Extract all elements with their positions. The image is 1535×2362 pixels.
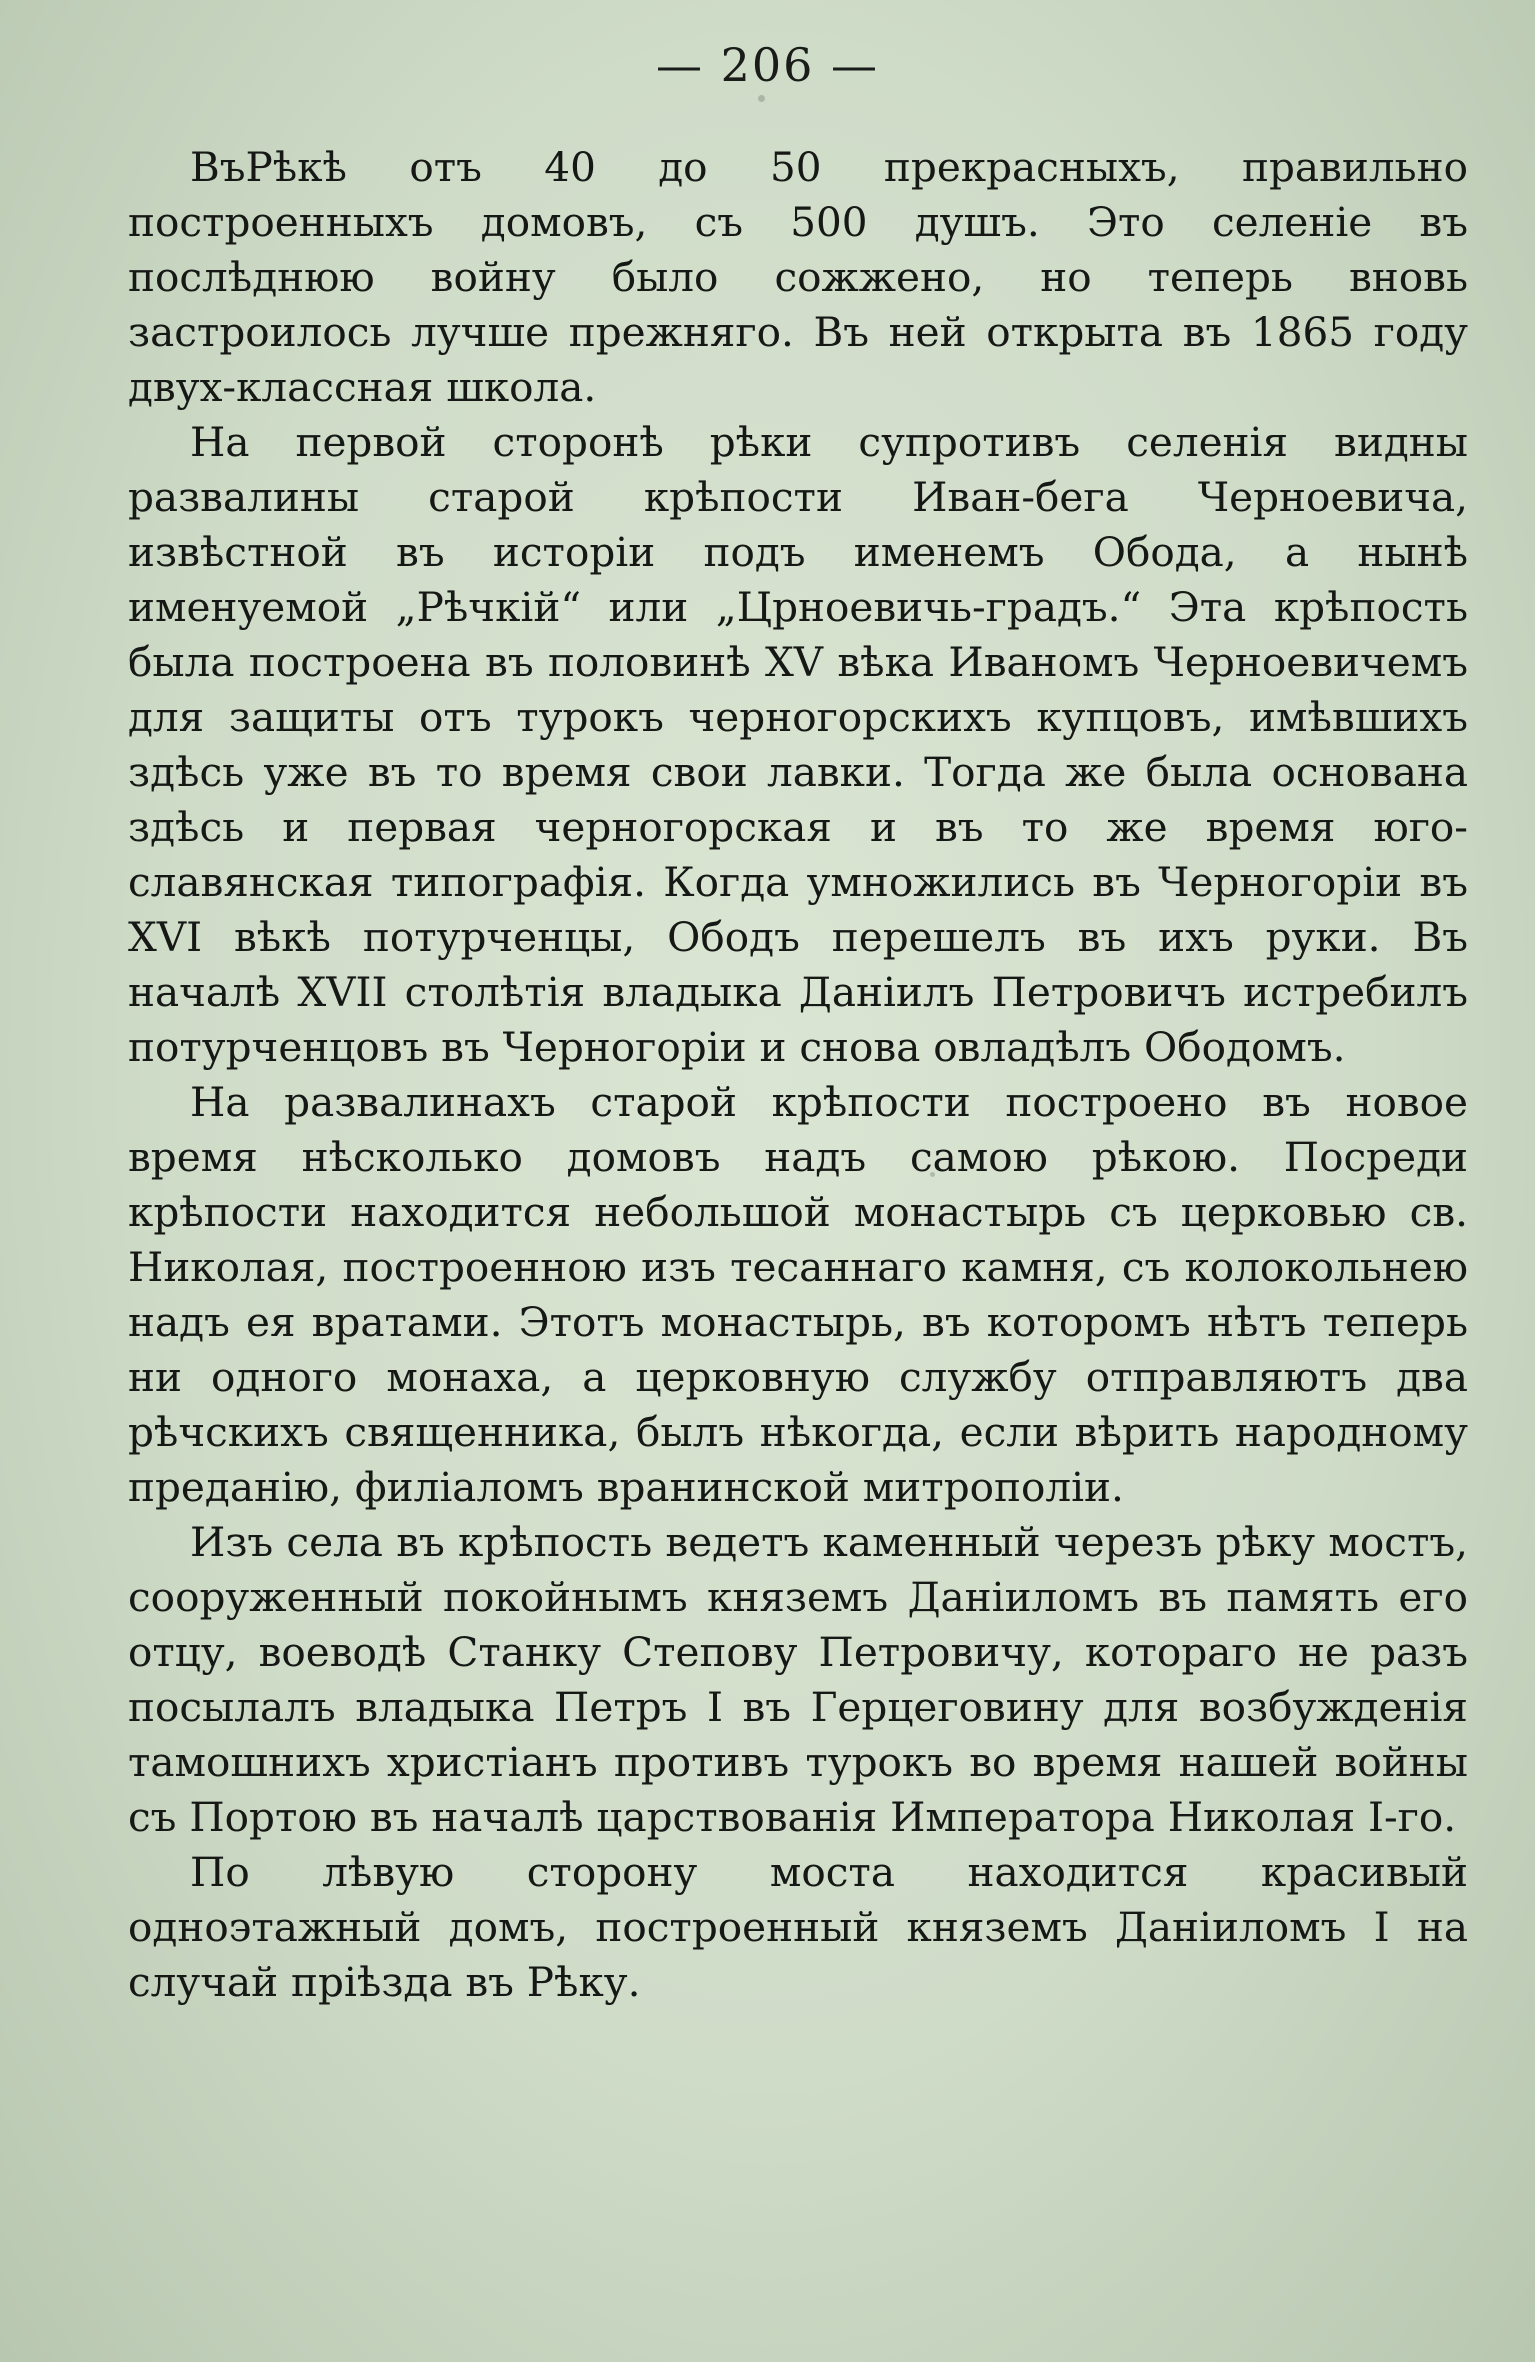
ink-spot [758, 95, 765, 102]
paragraph-2: На первой сторонѣ рѣки супротивъ селенія видны развалины старой крѣпости Иван-бега Черноевича, извѣстной въ исторіи подъ именемъ Ободa, а нынѣ именуемой „Рѣчкій“ или „Црноевичь-градъ.“ Эта крѣпость была построена въ половинѣ XV вѣка Иваномъ Черноевичемъ для защиты отъ турокъ черногорскихъ купцовъ, имѣвшихъ здѣсь уже въ то время свои лавки. Тогда же была основана здѣсь и первая черногорская и въ то же время юго-славянская типографія. Когда умножились въ Черногоріи въ XVI вѣкѣ потурченцы, Ободъ перешелъ въ ихъ руки. Въ началѣ XVII столѣтія владыка Даніилъ Петровичъ истребилъ потурченцовъ въ Черногоріи и снова овладѣлъ Ободомъ. [128, 418, 1468, 1071]
paragraph-3: На развалинахъ старой крѣпости построено въ новое время нѣсколько домовъ надъ самою рѣкою. Посреди крѣпости находится небольшой монастырь съ церковью св. Николая, построенною изъ тесаннаго камня, съ колокольнею надъ ея вратами. Этотъ монастырь, въ которомъ нѣтъ теперь ни одного монаха, а церковную службу отправляютъ два рѣчскихъ священника, былъ нѣкогда, если вѣрить народному преданію, филіаломъ вранинской митрополіи. [128, 1078, 1468, 1511]
page-body [128, 140, 1468, 2010]
paragraph-1: ВъРѣкѣ отъ 40 до 50 прекрасныхъ, правильно построенныхъ домовъ, съ 500 душъ. Это селеніе въ послѣднюю войну было сожжено, но теперь вновь застроилось лучше прежняго. Въ ней открыта въ 1865 году двух-классная школа. [128, 143, 1468, 411]
paragraph-4: Изъ села въ крѣпость ведетъ каменный черезъ рѣку мостъ, сооруженный покойнымъ княземъ Даніиломъ въ память его отцу, воеводѣ Станку Степову Петровичу, котораго не разъ посылалъ владыка Петръ I въ Герцеговину для возбужденія тамошнихъ христіанъ противъ турокъ во время нашей войны съ Портою въ началѣ царствованія Императора Николая I-го. [128, 1518, 1468, 1841]
paragraph-5: По лѣвую сторону моста находится красивый одноэтажный домъ, построенный княземъ Даніиломъ I на случай пріѣзда въ Рѣку. [128, 1848, 1468, 2006]
page-number: — 206 — [655, 38, 880, 92]
ink-spot [930, 1172, 935, 1177]
